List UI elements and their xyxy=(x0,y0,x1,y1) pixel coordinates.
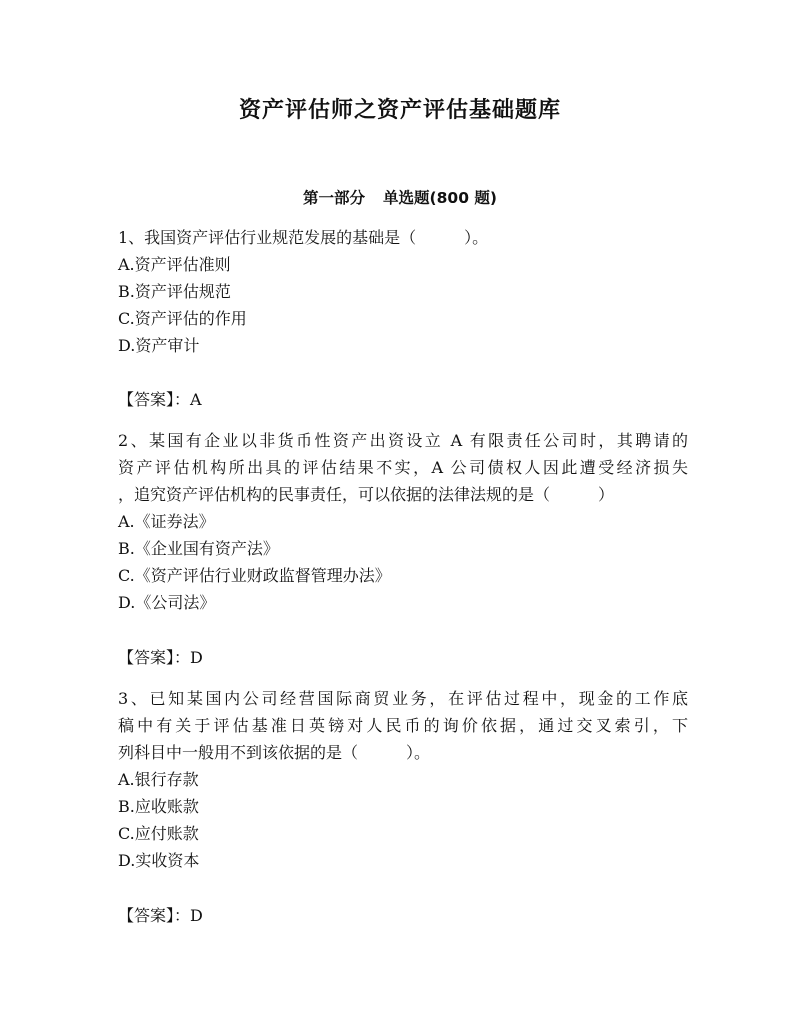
section-heading xyxy=(0,186,800,208)
question-2-option-c: C.《资产评估行业财政监督管理办法》 xyxy=(118,566,391,585)
question-3-stem-line-3: 列科目中一般用不到该依据的是（ ）。 xyxy=(118,743,431,762)
question-2-option-d: D.《公司法》 xyxy=(118,593,216,612)
question-1-option-c: C.资产评估的作用 xyxy=(118,309,247,328)
question-2-stem-line-3: ，追究资产评估机构的民事责任，可以依据的法律法规的是（ ） xyxy=(118,485,615,504)
question-3-option-a: A.银行存款 xyxy=(118,770,199,789)
section-part-label: 第一部分 xyxy=(303,189,366,207)
question-1-stem: 1、我国资产评估行业规范发展的基础是（ ）。 xyxy=(118,228,489,247)
question-2-option-b: B.《企业国有资产法》 xyxy=(118,539,279,558)
question-3-stem-line-1: 3、已知某国内公司经营国际商贸业务，在评估过程中，现金的工作底 xyxy=(118,689,688,708)
question-1-answer: 【答案】：A xyxy=(118,390,202,409)
question-3-answer: 【答案】：D xyxy=(118,906,203,925)
question-2-answer: 【答案】：D xyxy=(118,648,203,667)
question-1-option-a: A.资产评估准则 xyxy=(118,255,231,274)
question-3-option-d: D.实收资本 xyxy=(118,851,200,870)
question-1-option-b: B.资产评估规范 xyxy=(118,282,231,301)
question-2-option-a: A.《证券法》 xyxy=(118,512,215,531)
question-3-stem-line-2: 稿中有关于评估基准日英镑对人民币的询价依据，通过交叉索引，下 xyxy=(118,716,688,735)
question-3-option-b: B.应收账款 xyxy=(118,797,199,816)
document-title: 资产评估师之资产评估基础题库 xyxy=(238,98,561,123)
question-2-stem-line-1: 2、某国有企业以非货币性资产出资设立 A 有限责任公司时，其聘请的 xyxy=(118,431,688,450)
section-name-label: 单选题(800 题) xyxy=(383,189,497,207)
question-3-option-c: C.应付账款 xyxy=(118,824,199,843)
question-2-stem-line-2: 资产评估机构所出具的评估结果不实，A 公司债权人因此遭受经济损失 xyxy=(118,458,688,477)
question-1-option-d: D.资产审计 xyxy=(118,336,200,355)
